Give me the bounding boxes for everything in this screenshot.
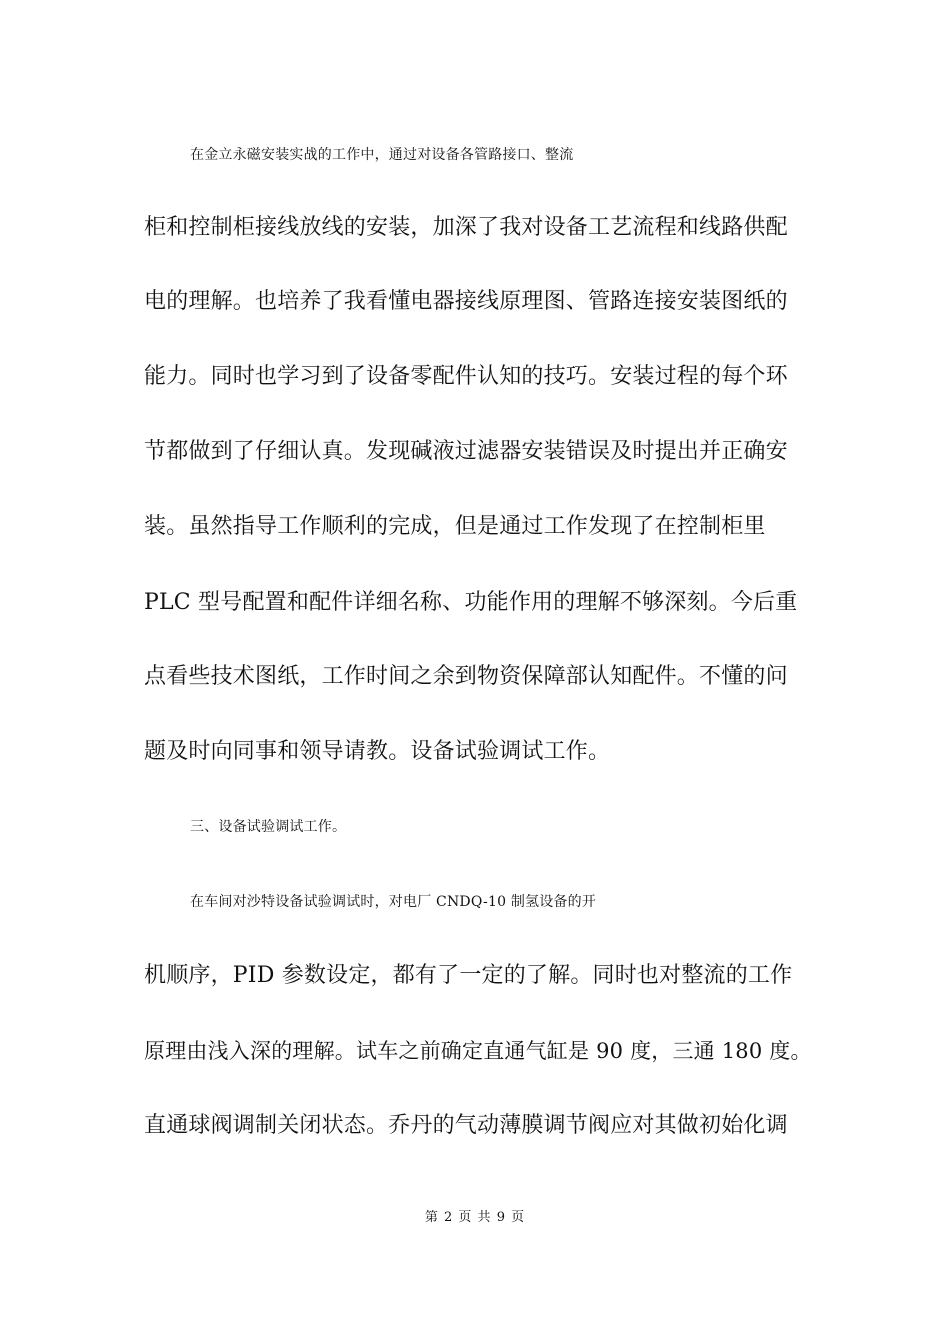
paragraph-line: 题及时向同事和领导请教。设备试验调试工作。 bbox=[144, 739, 611, 764]
paragraph-line: 原理由浅入深的理解。试车之前确定直通气缸是 90 度，三通 180 度。 bbox=[144, 1039, 812, 1063]
paragraph-line: 电的理解。也培养了我看懂电器接线原理图、管路连接安装图纸的 bbox=[144, 289, 788, 314]
paragraph-line: 柜和控制柜接线放线的安装，加深了我对设备工艺流程和线路供配 bbox=[144, 215, 788, 240]
paragraph-line: 在车间对沙特设备试验调试时，对电厂 CNDQ-10 制氢设备的开 bbox=[190, 894, 597, 910]
paragraph-line: 能力。同时也学习到了设备零配件认知的技巧。安装过程的每个环 bbox=[144, 364, 788, 389]
paragraph-line: 直通球阀调制关闭状态。乔丹的气动薄膜调节阀应对其做初始化调 bbox=[144, 1113, 788, 1138]
section-heading: 三、设备试验调试工作。 bbox=[190, 819, 347, 835]
page-number-footer: 第 2 页 共 9 页 bbox=[424, 1210, 526, 1225]
paragraph-line: 机顺序，PID 参数设定，都有了一定的了解。同时也对整流的工作 bbox=[144, 963, 793, 988]
paragraph-line: 装。虽然指导工作顺利的完成，但是通过工作发现了在控制柜里 bbox=[144, 514, 766, 539]
paragraph-line: 节都做到了仔细认真。发现碱液过滤器安装错误及时提出并正确安 bbox=[144, 439, 788, 464]
paragraph-line: 点看些技术图纸，工作时间之余到物资保障部认知配件。不懂的问 bbox=[144, 664, 788, 689]
paragraph-line: 在金立永磁安装实战的工作中，通过对设备各管路接口、整流 bbox=[190, 147, 574, 163]
paragraph-line: PLC 型号配置和配件详细名称、功能作用的理解不够深刻。今后重 bbox=[144, 590, 798, 615]
